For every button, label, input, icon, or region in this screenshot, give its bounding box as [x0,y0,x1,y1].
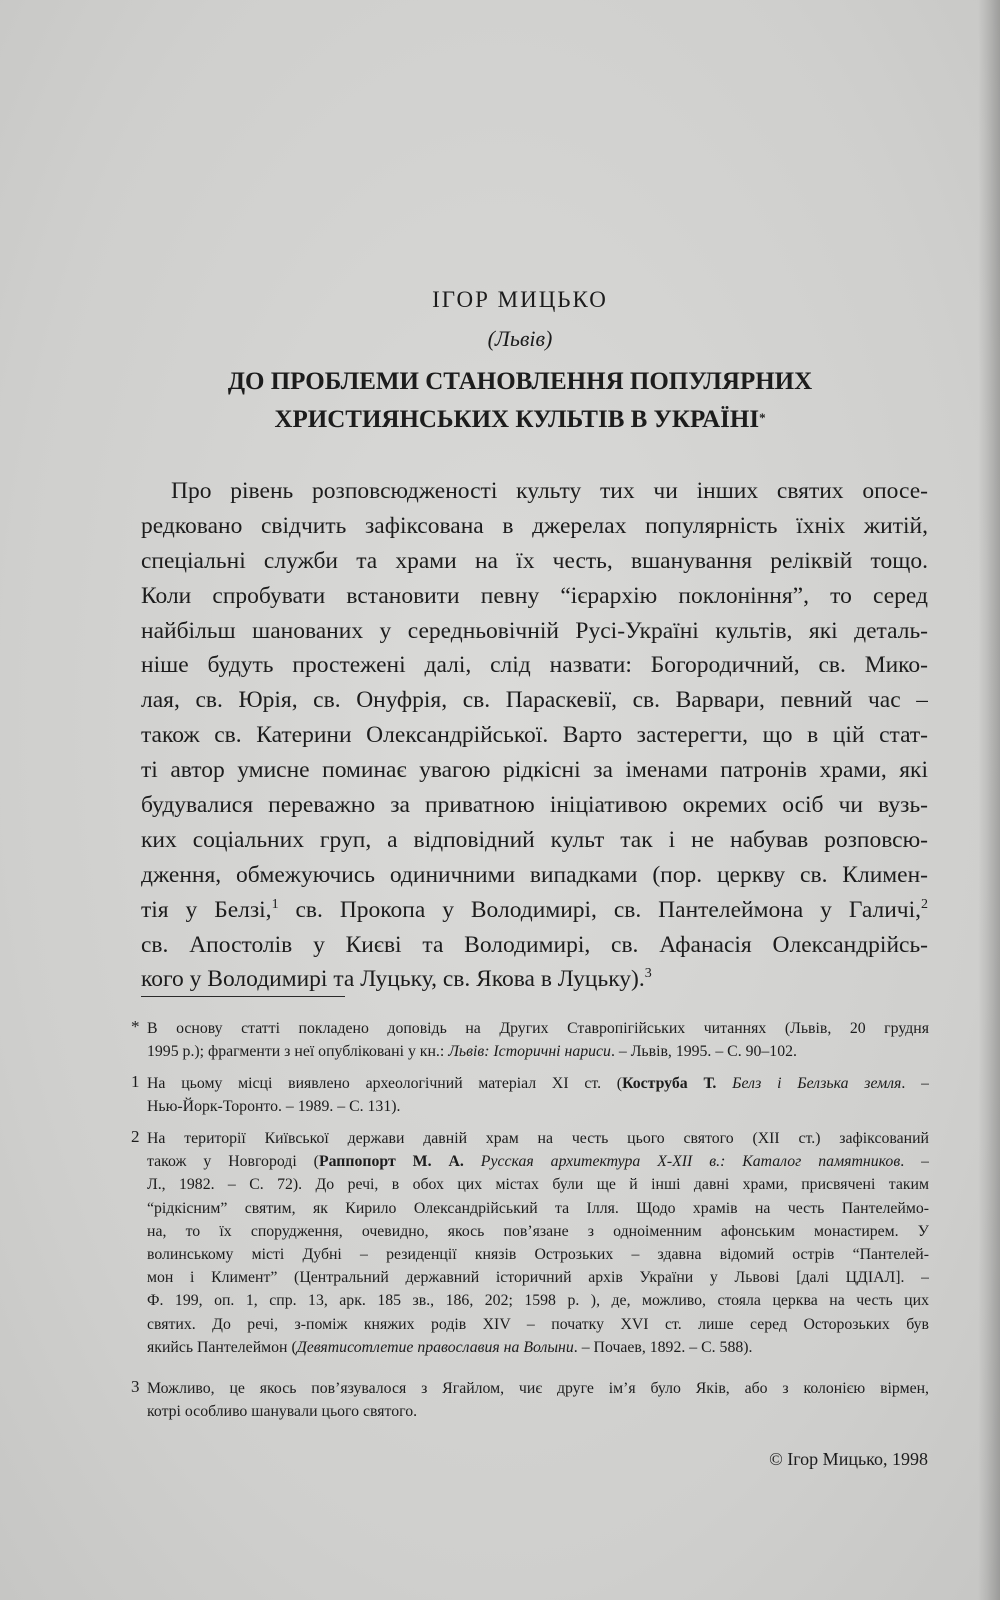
body-line: ких соціальних груп, а відповідний культ так і не набував розповсю- [141,826,928,853]
footnote-divider [141,996,345,997]
footnote-mark: 1 [131,1072,140,1091]
footnote-text: 1995 р.); фрагменти з неї опубліковані у кн.: [147,1043,449,1061]
footnote-star [131,1017,929,1063]
footnote-line: Можливо, це якось пов’язувалося з Ягайлом, чиє друге ім’я було Яків, або з колонією вірмен, [147,1380,929,1397]
copyright-notice: © Ігор Мицько, 1998 [769,1449,928,1469]
author-name: ІГОР МИЦЬКО [432,287,608,312]
footnote-ref-1[interactable]: 1 [271,896,279,912]
body-line: дження, обмежуючись одиничними випадками (пор. церкву св. Климен- [141,861,928,888]
footnote-ref-2[interactable]: 2 [921,896,928,912]
body-line-13a: тія у Белзі, [141,896,272,923]
footnote-line: мон і Климент” (Центральний державний історичний архів України у Львові [далі ЦДІАЛ]. – [147,1269,929,1287]
footnote-line: волинському місті Дубні – резиденції князів Острозьких – здавна відомий острів “Пантелей- [147,1245,929,1263]
footnote-text: . – Львів, 1995. – С. 90–102. [610,1043,797,1061]
footnote-text: також у Новгороді ( [147,1153,319,1171]
body-line: св. Апостолів у Києві та Володимирі, св. Афанасія Олександрійсь- [141,931,928,958]
footnote-2 [131,1127,929,1359]
footnote-mark: 3 [131,1377,140,1396]
title-line-2-text: ХРИСТИЯНСЬКИХ КУЛЬТІВ В УКРАЇНІ [274,406,760,433]
body-line: ніше будуть простежені далі, слід назвати: Богородичний, св. Мико- [141,652,928,679]
footnote-mark: * [131,1017,140,1036]
footnote-author: Коструба Т. [622,1075,717,1092]
body-line: ті автор умисне поминає увагою рідкісні за іменами патронів храми, які [141,757,928,784]
footnote-line: святих. До речі, з-поміж княжих родів XIV – початку XVI ст. лише серед Осторозьких був [147,1315,929,1333]
footnote-line: Л., 1982. – С. 72). До речі, в обох цих містах були ще й інші давні храми, присвячені таким [147,1176,929,1194]
footnote-line [131,1072,929,1095]
body-line-15: кого у Володимирі та Луцьку, св. Якова в Луцьку). [141,966,645,993]
body-line: Про рівень розповсюдженості культу тих чи інших святих опосе- [171,478,928,504]
footnote-line: На території Київської держави давній храм на честь цього святого (XII ст.) зафіксований [147,1130,929,1147]
footnote-source-title: Львів: Історичні нариси [448,1043,611,1061]
footnote-1 [131,1072,929,1118]
footnote-line: В основу статті покладено доповідь на Других Ставропігійських читаннях (Львів, 20 грудня [147,1020,929,1037]
body-line: також св. Катерини Олександрійської. Варто застерегти, що в цій стат- [141,722,928,749]
footnote-line: на, то їх спорудження, очевидно, якось пов’язане з одноіменним афонським монастирем. У [147,1222,929,1240]
body-line: найбільш шанованих у середньовічній Русі-Україні культів, які деталь- [141,617,928,644]
title-line-2 [140,401,900,439]
footnote-source-title: Русская архитектура X-XII в.: Каталог памятников [463,1153,901,1171]
body-line: лая, св. Юрія, св. Онуфрія, св. Параскевії, св. Варвари, певний час – [141,687,928,714]
body-line: спеціальні служби та храми на їх честь, вшанування реліквій тощо. [141,547,928,574]
body-line [141,893,928,928]
body-line [141,962,928,997]
footnote-text: . – Почаев, 1892. – С. 588). [573,1338,753,1356]
body-line-13b: св. Прокопа у Володимирі, св. Пантелеймона у Галичі, [278,896,921,923]
footnote-mark: 2 [131,1127,140,1146]
footnote-text: якийсь Пантелеймон ( [147,1338,297,1356]
footnote-text: . – [900,1153,929,1171]
footnote-line: Ф. 199, оп. 1, спр. 13, арк. 185 зв., 186, 202; 1598 р. ), де, можливо, стояла церква на честь цих [147,1292,929,1310]
title-line-1: ДО ПРОБЛЕМИ СТАНОВЛЕННЯ ПОПУЛЯРНИХ [227,368,813,395]
author-city: (Львів) [487,326,553,351]
footnote-line: котрі особливо шанували цього святого. [147,1403,418,1421]
footnote-line [131,1150,929,1173]
body-line: Коли спробувати встановити певну “ієрархію поклоніння”, то серед [141,582,928,609]
title-footnote-mark: * [759,410,766,425]
page-spine-shadow [978,0,1000,1600]
footnote-text: На цьому місці виявлено археологічний матеріал XI ст. ( [147,1075,623,1092]
footnote-3 [131,1377,929,1423]
body-line: будувалися переважно за приватною ініціативою окремих осіб чи вузь- [141,792,928,819]
footnote-source-title: Девятисотлетие православия на Волыни [296,1338,574,1356]
article-title [140,363,900,439]
footnote-line [131,1040,929,1063]
footnote-line: Нью-Йорк-Торонто. – 1989. – С. 131). [147,1098,401,1116]
footnote-text: . – [901,1075,929,1092]
body-line: редковано свідчить зафіксована в джерелах популярність їхніх житій, [141,512,928,539]
footnote-line [131,1336,929,1359]
footnote-author: Раппопорт М. А. [318,1153,464,1171]
article-body [141,474,928,997]
footnote-ref-3[interactable]: 3 [644,966,652,982]
footnote-line: “рідкісним” святим, як Кирило Олександрійський та Ілля. Щодо храмів на честь Пантелеймо- [147,1199,929,1217]
footnote-source-title: Белз і Белзька земля [716,1075,902,1092]
